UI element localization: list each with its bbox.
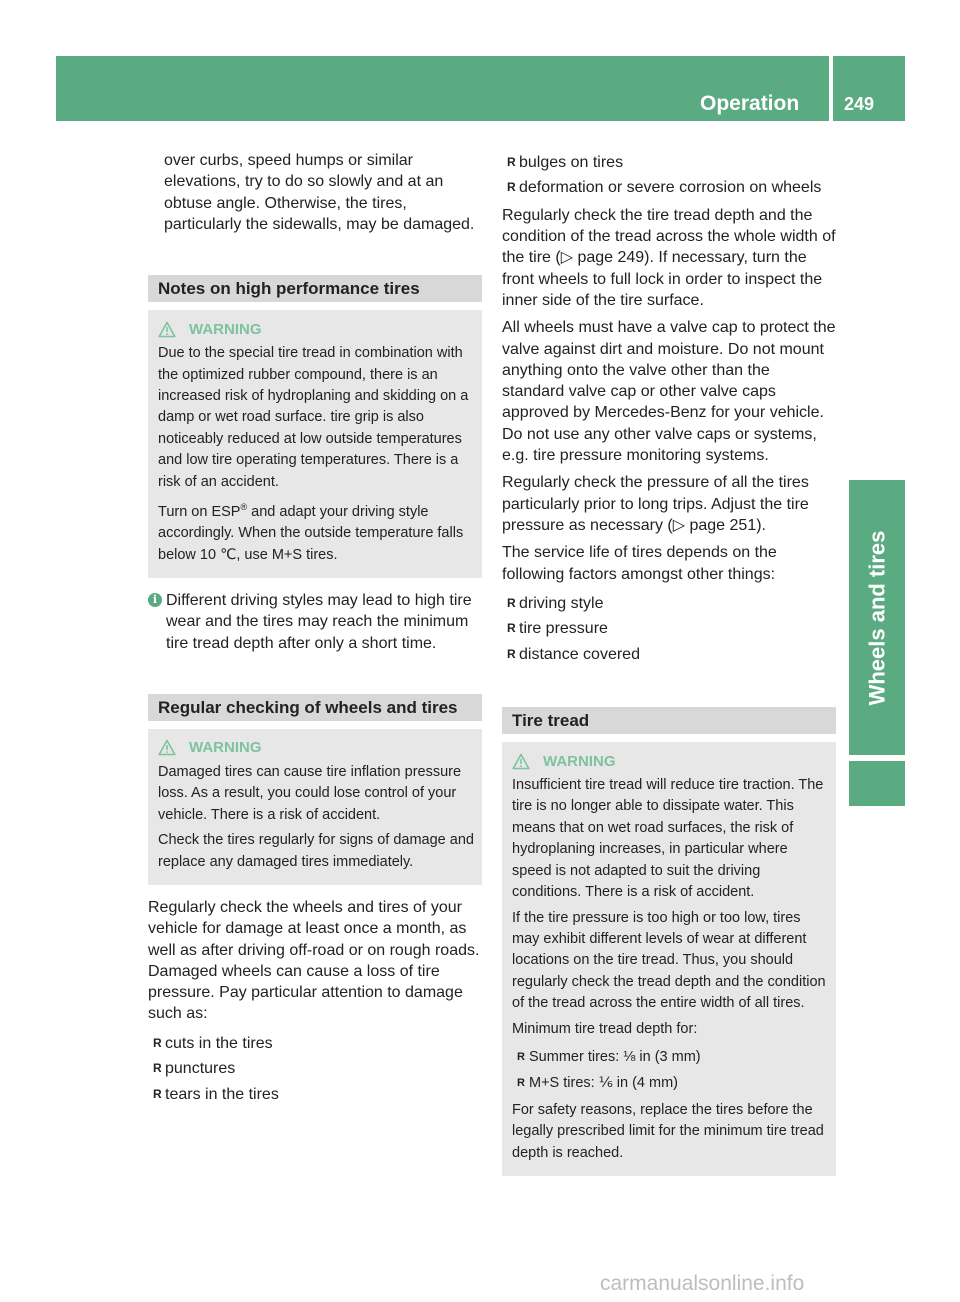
warning-text: Insufficient tire tread will reduce tire traction. The tire is no longer able to dissipate water. This means that on wet road surfaces, the risk of hydroplaning increases, in particular where speed is not adapted to suit the driving conditions. There is a risk of accident. [512, 777, 824, 901]
warning-label: WARNING [543, 752, 616, 770]
warning-text: Due to the special tire tread in combination with the optimized rubber compound, there is an increased risk of hydroplaning and skidding on a damp or wet road surface. tire grip is also noticeably reduced at low outside temperatures and low tire operating temperatures. There is a risk of an accident. [158, 345, 469, 490]
heading-regular-checking: Regular checking of wheels and tires [148, 694, 482, 721]
info-text: Different driving styles may lead to high tire wear and the tires may reach the minimum tire tread depth after only a short time. [166, 592, 472, 652]
warning-triangle-icon [512, 753, 530, 770]
chapter-tab-label: Wheels and tires [864, 530, 889, 705]
warning-text: For safety reasons, replace the tires before the legally prescribed limit for the minimum tire tread depth is reached. [512, 1101, 824, 1161]
warning-box-high-performance [148, 310, 482, 578]
warning-title [158, 737, 474, 759]
factors-list [502, 591, 836, 667]
right-column [502, 150, 836, 1188]
warning-label: WARNING [189, 320, 262, 338]
info-icon: i [148, 593, 162, 607]
damage-list-continued [502, 150, 836, 201]
heading-tire-tread: Tire tread [502, 707, 836, 734]
list-item: R Summer tires: ⅛ in (3 mm) [517, 1048, 701, 1065]
heading-high-performance-tires: Notes on high performance tires [148, 275, 482, 302]
warning-text-esp: Turn on ESP® and adapt your driving style accordingly. When the outside temperature falls below 10 ℃, use M+S tires. [158, 502, 464, 563]
page-number: 249 [844, 94, 875, 114]
list-item: R tire pressure [507, 620, 608, 638]
left-column [148, 150, 482, 1111]
warning-label: WARNING [189, 739, 262, 757]
warning-text: Minimum tire tread depth for: [512, 1020, 698, 1037]
warning-triangle-icon [158, 739, 176, 756]
list-item: R driving style [507, 594, 604, 612]
list-item: R deformation or severe corrosion on wheels [507, 179, 822, 197]
list-item: R punctures [153, 1060, 236, 1078]
watermark: carmanualsonline.info [600, 1272, 805, 1295]
warning-box-tire-tread [502, 742, 836, 1176]
warning-title [158, 318, 474, 340]
chapter-tab-label-wrap [849, 480, 905, 755]
warning-text: If the tire pressure is too high or too low, tires may exhibit different levels of wear at different locations on the tire tread. Thus, you should regularly check the tread depth and the condition of the tread across the entire width of all tires. [512, 909, 826, 1012]
regular-check-paragraph: Regularly check the wheels and tires of your vehicle for damage at least once a month, as well as after driving off-road or on rough roads. Damaged wheels can cause a loss of tire pressure. Pay particular attention to damage such as: [148, 899, 480, 1023]
chapter-tab-marker [849, 761, 905, 806]
registered-mark: ® [240, 502, 248, 513]
warning-text: Damaged tires can cause tire inflation pressure loss. As a result, you could lose control of your vehicle. There is a risk of accident. [158, 763, 462, 823]
list-item: R bulges on tires [507, 154, 624, 171]
section-title: Operation [700, 92, 800, 115]
warning-box-regular-checking [148, 729, 482, 885]
header-separator [829, 56, 833, 121]
warning-triangle-icon [158, 321, 176, 338]
info-note [148, 590, 482, 654]
valve-cap-paragraph: All wheels must have a valve cap to protect the valve against dirt and moisture. Do not mount anything onto the valve other than the standard valve cap or other valve caps approved by Mercedes-Benz for your vehicle. Do not use any other valve caps or systems, e.g. tire pressure monitoring systems. [502, 319, 836, 465]
intro-paragraph: over curbs, speed humps or similar elevations, try to do so slowly and at an obtuse angle. Otherwise, the tires, particularly the sidewalls, may be damaged. [164, 152, 475, 233]
list-item: R cuts in the tires [153, 1034, 273, 1052]
list-item: R tears in the tires [153, 1085, 279, 1103]
pressure-check-paragraph: Regularly check the pressure of all the tires particularly prior to long trips. Adjust the tire pressure as necessary (▷ page 251). [502, 474, 809, 534]
list-item: R distance covered [507, 645, 640, 663]
damage-list [148, 1031, 482, 1107]
tread-depth-list [512, 1044, 828, 1096]
warning-title [512, 750, 828, 772]
list-item: R M+S tires: ⅙ in (4 mm) [517, 1074, 679, 1091]
warning-text: Check the tires regularly for signs of damage and replace any damaged tires immediately. [158, 832, 474, 870]
tread-check-paragraph: Regularly check the tire tread depth and the condition of the tread across the whole width of the tire (▷ page 249). If necessary, turn the front wheels to full lock in order to inspect the inner side of the tire surface. [502, 206, 836, 309]
service-life-paragraph: The service life of tires depends on the following factors amongst other things: [502, 544, 777, 583]
